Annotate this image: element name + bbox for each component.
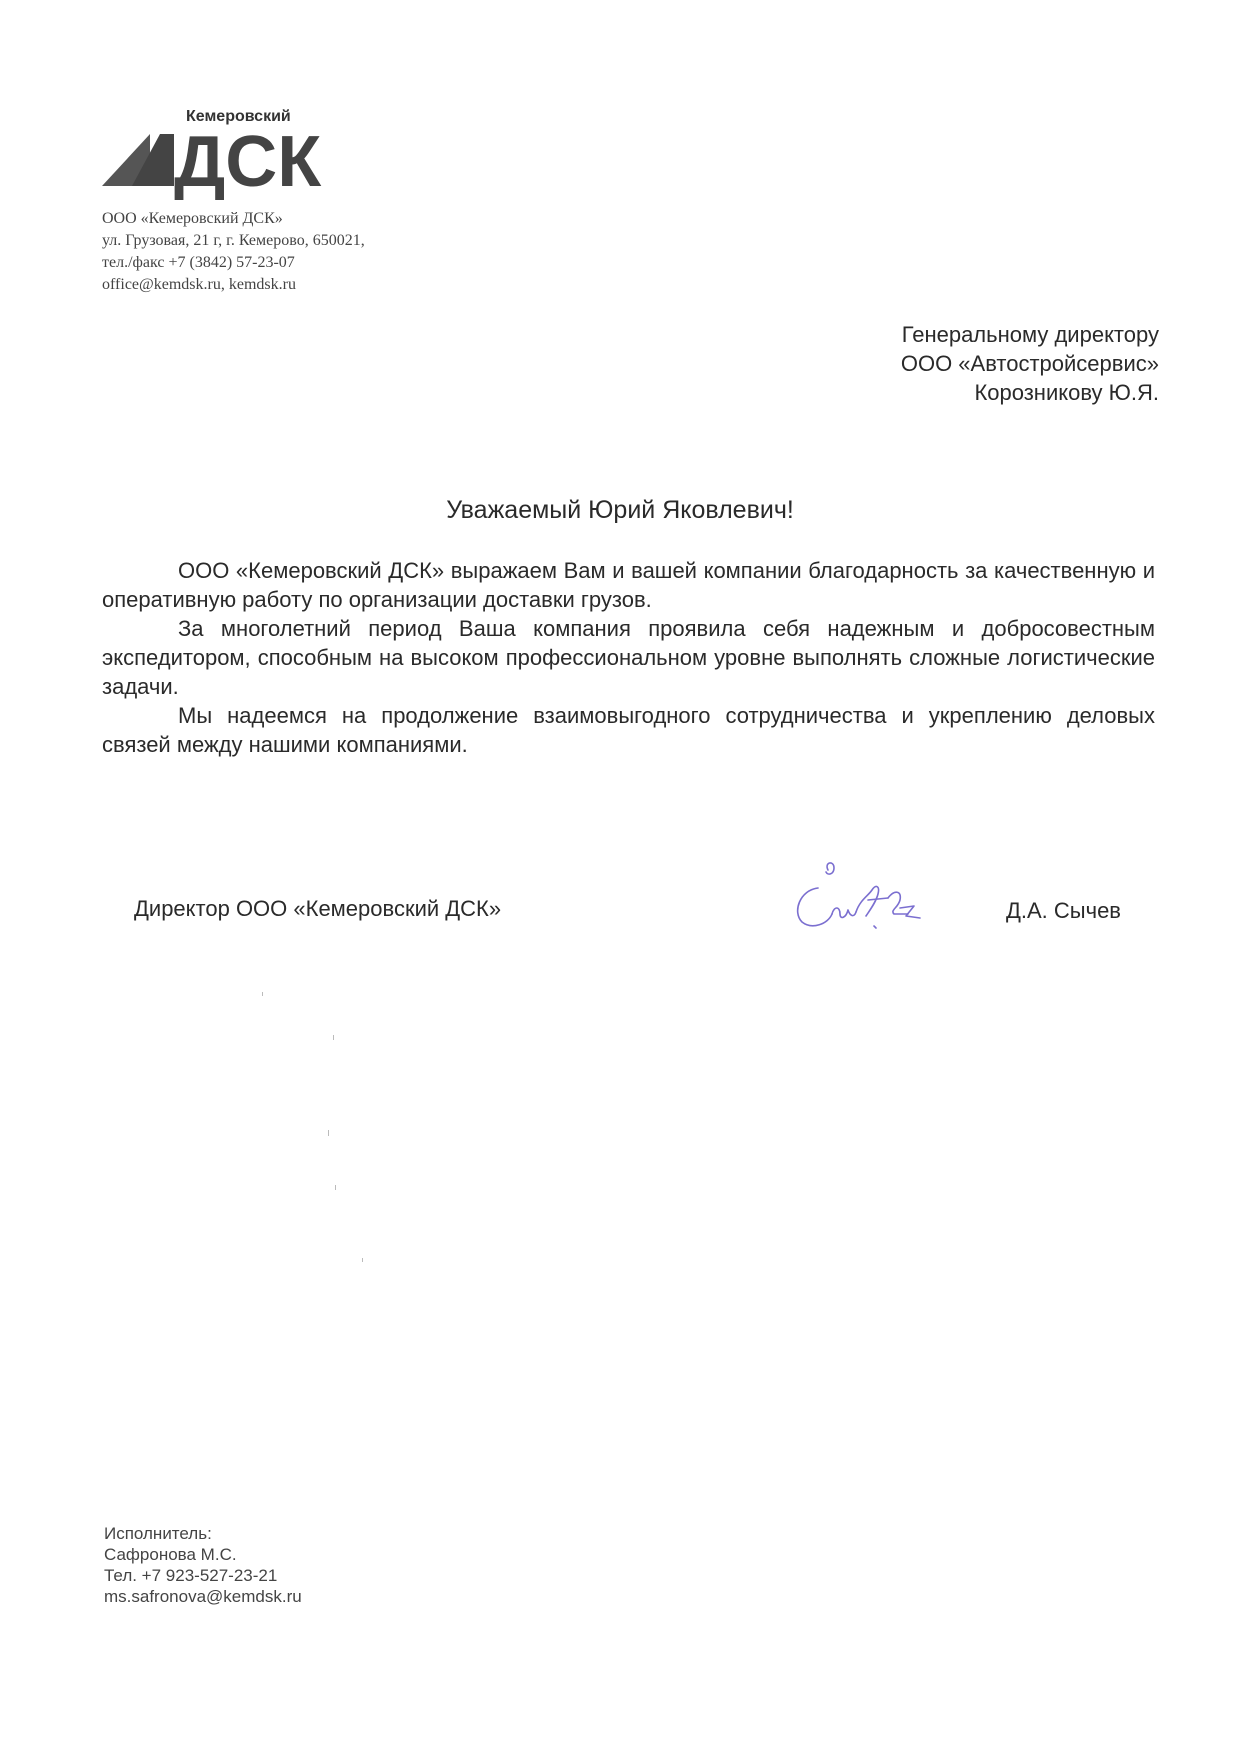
executor-email: ms.safronova@kemdsk.ru (104, 1587, 302, 1606)
signatory-name: Д.А. Сычев (1006, 898, 1121, 923)
body-paragraph-1: ООО «Кемеровский ДСК» выражаем Вам и вашей компании благодарность за качественную и оперативную работу по организации доставки грузов. (102, 558, 1155, 612)
executor-name: Сафронова М.С. (104, 1545, 237, 1564)
handwritten-signature (790, 860, 940, 940)
company-logo (102, 108, 322, 200)
letter-body (102, 556, 1155, 759)
company-address: ул. Грузовая, 21 г, г. Кемерово, 650021, (102, 232, 365, 249)
scan-speck (262, 992, 263, 996)
company-contacts: office@kemdsk.ru, kemdsk.ru (102, 276, 296, 293)
body-paragraph-3: Мы надеемся на продолжение взаимовыгодного сотрудничества и укреплению деловых связей между нашими компаниями. (102, 703, 1155, 757)
executor-phone: Тел. +7 923-527-23-21 (104, 1566, 278, 1585)
recipient-title: Генеральному директору (901, 322, 1159, 347)
salutation: Уважаемый Юрий Яковлевич! (446, 496, 794, 524)
body-paragraph-2: За многолетний период Ваша компания проявила себя надежным и добросовестным экспедитором, способным на высоком профессиональном уровне выполнять сложные логистические задачи. (102, 616, 1155, 699)
signatory-position: Директор ООО «Кемеровский ДСК» (134, 896, 502, 921)
scan-speck (333, 1035, 334, 1040)
letterhead-address (102, 208, 365, 296)
company-phone: тел./факс +7 (3842) 57-23-07 (102, 254, 295, 271)
company-name: ООО «Кемеровский ДСК» (102, 210, 283, 227)
recipient-company: ООО «Автостройсервис» (900, 351, 1159, 376)
logo-letters: ДСК (174, 122, 322, 200)
scan-speck (335, 1185, 336, 1190)
scan-speck (328, 1130, 329, 1136)
executor-label: Исполнитель: (104, 1524, 212, 1543)
scan-speck (362, 1258, 363, 1262)
executor-block (104, 1523, 302, 1607)
recipient-name: Корозникову Ю.Я. (974, 380, 1159, 405)
logo-wordmark: Кемеровский (186, 108, 291, 125)
recipient-block (901, 320, 1159, 407)
